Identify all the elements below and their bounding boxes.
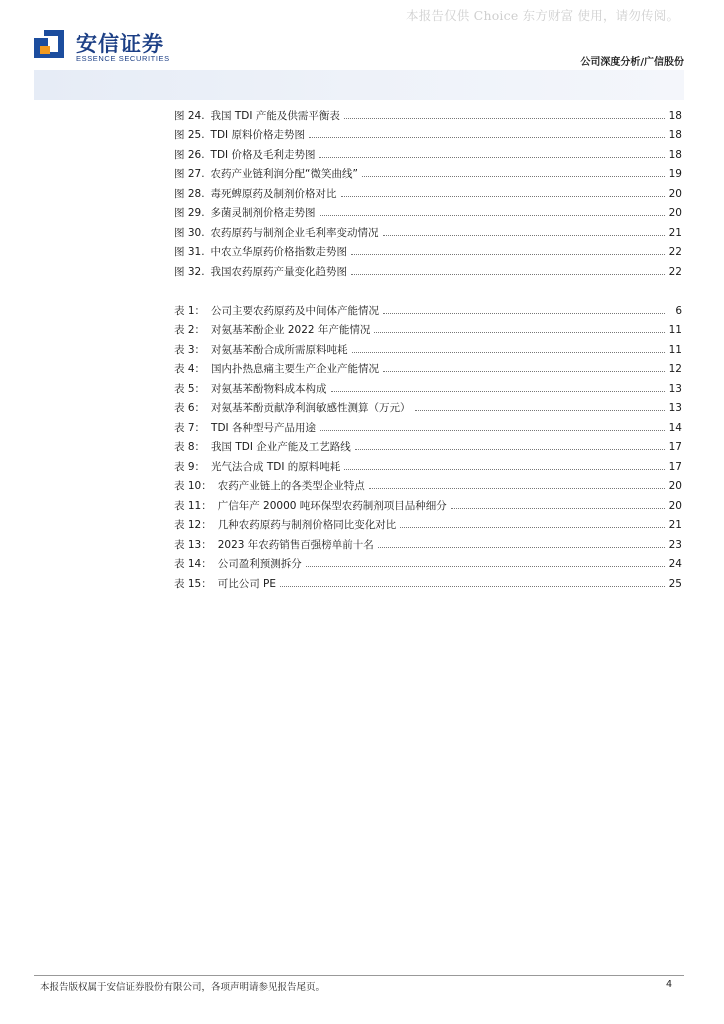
table-entry-title: 2023 年农药销售百强榜单前十名 <box>217 538 374 551</box>
figure-entry[interactable] <box>174 123 682 143</box>
figure-entry-page: 22 <box>668 265 682 278</box>
figure-entry-title: 多菌灵制剂价格走势图 <box>210 207 316 219</box>
logo-mark-icon <box>34 24 68 64</box>
table-entry-title: 国内扑热息痛主要生产企业产能情况 <box>211 363 380 375</box>
figure-entry-page: 18 <box>668 148 682 161</box>
table-entry[interactable] <box>174 337 682 357</box>
dot-leader <box>383 370 665 372</box>
table-entry-page: 6 <box>675 304 682 317</box>
table-entry-label: 表 7： <box>174 421 206 434</box>
figure-entry-title: 我国农药原药产量变化趋势图 <box>210 265 348 278</box>
table-index <box>174 298 682 591</box>
dot-leader <box>415 409 665 411</box>
table-entry-label: 表 10： <box>174 480 212 492</box>
footer-divider <box>34 975 684 976</box>
table-entry-title: 我国 TDI 企业产能及工艺路线 <box>211 441 351 453</box>
figure-entry-title: 毒死蜱原药及制剂价格对比 <box>210 187 337 200</box>
table-entry-page: 11 <box>668 343 682 356</box>
figure-entry-page: 18 <box>668 109 682 122</box>
header-band <box>34 70 684 100</box>
table-entry[interactable] <box>174 415 682 435</box>
table-entry-title: 公司主要农药原药及中间体产能情况 <box>211 304 380 317</box>
report-type-label: 公司深度分析/广信股份 <box>580 57 684 68</box>
table-entry-page: 13 <box>668 382 682 395</box>
figure-entry[interactable] <box>174 259 682 279</box>
table-entry-page: 12 <box>668 363 682 375</box>
table-entry-title: 农药产业链上的各类型企业特点 <box>217 480 365 492</box>
figure-entry-page: 20 <box>668 187 682 200</box>
dot-leader <box>351 273 665 275</box>
figure-entry-label: 图 27. <box>174 168 205 180</box>
table-entry[interactable] <box>174 474 682 494</box>
table-entry-label: 表 13： <box>174 538 212 551</box>
page-number: 4 <box>665 979 672 990</box>
table-entry[interactable] <box>174 454 682 474</box>
table-entry-title: 几种农药原药与制剂价格同比变化对比 <box>217 519 397 531</box>
dot-leader <box>362 175 665 177</box>
dot-leader <box>309 136 665 138</box>
figure-entry-title: TDI 价格及毛利走势图 <box>210 148 316 161</box>
watermark-text: 本报告仅供 Choice 东方财富 使用，请勿传阅。 <box>406 8 680 23</box>
figure-entry-label: 图 29. <box>174 207 205 219</box>
table-entry[interactable] <box>174 357 682 377</box>
table-entry-label: 表 8： <box>174 441 206 453</box>
dot-leader <box>306 565 665 567</box>
table-entry-label: 表 9： <box>174 460 206 473</box>
logo-name-en: ESSENCE SECURITIES <box>76 54 170 63</box>
dot-leader <box>341 195 665 197</box>
figure-entry-page: 20 <box>668 207 682 219</box>
figure-entry-label: 图 24. <box>174 109 205 122</box>
figure-entry-title: 我国 TDI 产能及供需平衡表 <box>210 109 340 122</box>
table-entry-page: 13 <box>668 402 682 414</box>
dot-leader <box>374 331 665 333</box>
figure-entry[interactable] <box>174 181 682 201</box>
dot-leader <box>319 156 665 158</box>
table-entry-page: 23 <box>668 538 682 551</box>
table-entry-label: 表 2： <box>174 324 206 336</box>
dot-leader <box>400 526 665 528</box>
figure-entry-page: 18 <box>668 129 682 141</box>
figure-entry-label: 图 25. <box>174 129 205 141</box>
table-entry-title: 可比公司 PE <box>217 577 277 590</box>
table-entry-page: 25 <box>668 577 682 590</box>
table-entry[interactable] <box>174 513 682 533</box>
figure-entry-page: 22 <box>668 246 682 258</box>
table-entry-label: 表 4： <box>174 363 206 375</box>
dot-leader <box>369 487 665 489</box>
figure-entry-page: 19 <box>668 168 682 180</box>
dot-leader <box>355 448 665 450</box>
table-entry-title: 对氨基苯酚合成所需原料吨耗 <box>211 343 348 356</box>
table-entry[interactable] <box>174 552 682 572</box>
table-entry-title: 光气法合成 TDI 的原料吨耗 <box>211 460 341 473</box>
table-entry-page: 17 <box>668 441 682 453</box>
table-entry[interactable] <box>174 396 682 416</box>
table-entry[interactable] <box>174 435 682 455</box>
figure-entry[interactable] <box>174 142 682 162</box>
table-entry[interactable] <box>174 532 682 552</box>
table-entry-title: 公司盈利预测拆分 <box>217 558 302 570</box>
table-entry-page: 21 <box>668 519 682 531</box>
logo-name-cn: 安信证券 <box>76 32 164 56</box>
dot-leader <box>352 351 665 353</box>
dot-leader <box>378 546 665 548</box>
table-entry[interactable] <box>174 493 682 513</box>
table-entry-label: 表 11： <box>174 499 212 512</box>
table-entry-label: 表 5： <box>174 382 206 395</box>
dot-leader <box>320 214 665 216</box>
figure-entry-label: 图 28. <box>174 187 205 200</box>
company-logo <box>34 24 214 68</box>
table-entry[interactable] <box>174 318 682 338</box>
table-entry-title: 对氨基苯酚贡献净利润敏感性测算（万元） <box>211 402 411 414</box>
dot-leader <box>320 429 665 431</box>
table-entry-page: 20 <box>668 499 682 512</box>
figure-entry-label: 图 26. <box>174 148 205 161</box>
table-entry-page: 14 <box>668 421 682 434</box>
dot-leader <box>344 468 665 470</box>
figure-entry[interactable] <box>174 162 682 182</box>
table-entry-title: TDI 各种型号产品用途 <box>211 421 316 434</box>
figure-entry[interactable] <box>174 220 682 240</box>
figure-entry[interactable] <box>174 240 682 260</box>
footer-disclaimer: 本报告版权属于安信证券股份有限公司，各项声明请参见报告尾页。 <box>40 982 326 993</box>
dot-leader <box>344 117 665 119</box>
figure-entry[interactable] <box>174 201 682 221</box>
figure-entry-label: 图 30. <box>174 226 205 239</box>
table-entry-label: 表 12： <box>174 519 212 531</box>
figure-entry[interactable] <box>174 103 682 123</box>
table-entry-label: 表 3： <box>174 343 206 356</box>
dot-leader <box>280 585 665 587</box>
dot-leader <box>451 507 665 509</box>
figure-entry-title: 农药产业链利润分配“微笑曲线” <box>210 168 358 180</box>
table-entry-title: 对氨基苯酚企业 2022 年产能情况 <box>211 324 371 336</box>
figure-entry-title: 农药原药与制剂企业毛利率变动情况 <box>210 226 379 239</box>
table-entry-label: 表 6： <box>174 402 206 414</box>
dot-leader <box>383 312 665 314</box>
table-entry-page: 24 <box>668 558 682 570</box>
figure-index <box>174 103 682 279</box>
dot-leader <box>331 390 665 392</box>
table-entry-label: 表 14： <box>174 558 212 570</box>
table-entry-page: 20 <box>668 480 682 492</box>
figure-entry-title: TDI 原料价格走势图 <box>210 129 305 141</box>
figure-entry-page: 21 <box>668 226 682 239</box>
table-entry[interactable] <box>174 376 682 396</box>
table-entry-page: 17 <box>668 460 682 473</box>
figure-entry-label: 图 32. <box>174 265 205 278</box>
dot-leader <box>351 253 665 255</box>
table-entry[interactable] <box>174 298 682 318</box>
table-entry-title: 广信年产 20000 吨环保型农药制剂项目品种细分 <box>217 499 447 512</box>
table-entry-label: 表 15： <box>174 577 212 590</box>
table-entry-label: 表 1： <box>174 304 206 317</box>
figure-entry-title: 中农立华原药价格指数走势图 <box>210 246 348 258</box>
table-entry[interactable] <box>174 571 682 591</box>
table-entry-page: 11 <box>668 324 682 336</box>
table-entry-title: 对氨基苯酚物料成本构成 <box>211 382 327 395</box>
dot-leader <box>383 234 665 236</box>
figure-entry-label: 图 31. <box>174 246 205 258</box>
